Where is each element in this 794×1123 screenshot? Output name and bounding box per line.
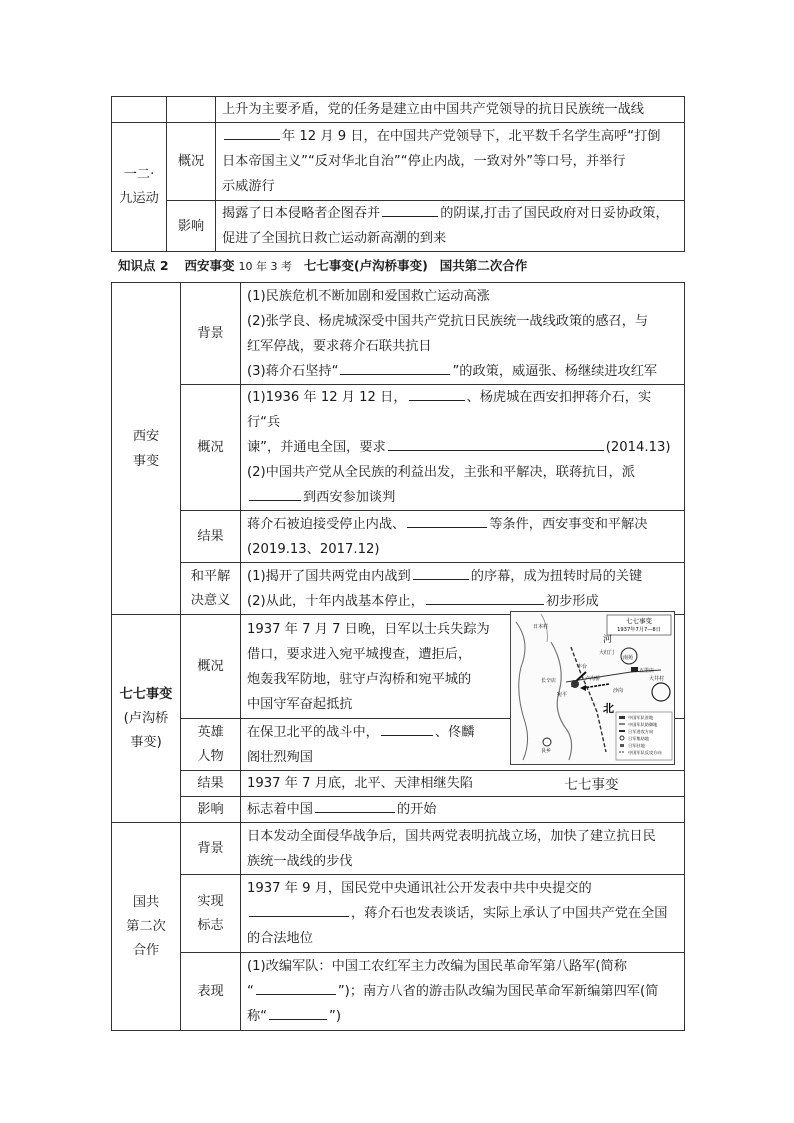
coop-sign-label: 实现 标志: [181, 875, 241, 953]
blank-year[interactable]: [224, 125, 280, 140]
map-label-japanese-village: 日本村: [533, 624, 549, 630]
blank-transition[interactable]: [413, 565, 469, 580]
map-label-bei: 北: [603, 702, 614, 715]
overview-label: 概况: [167, 123, 216, 201]
blank-annex-region[interactable]: [382, 202, 438, 217]
map-legend-5: 日军驻地: [628, 743, 645, 748]
july7-result-content: 1937 年 7 月底，北平、天津相继失陷: [241, 771, 685, 797]
xian-result-label: 结果: [181, 511, 241, 563]
map-marker-east: [652, 683, 670, 701]
xian-overview-content: (1)1936 年 12 月 12 日， 、杨虎城在西安扣押蒋介石，实行“兵 谏”，并通电全国，要求 (2014.13) (2)中国共产党从全民族的利益出发，主张和平解决，联蒋抗日，派 到西安参加谈判: [241, 385, 685, 511]
map-legend-1: 中国军队驻地: [628, 715, 654, 720]
coop-background-content: 日本发动全面侵华战争后，国共两党表明抗战立场，加快了建立抗日民 族统一战线的步伐: [241, 823, 685, 875]
map-marker-wulidian: [631, 667, 638, 672]
united-front-line: 上升为主要矛盾，党的任务是建立由中国共产党领导的抗日民族统一战线: [216, 97, 685, 123]
map-label-fengtai: 丰台: [577, 664, 588, 670]
xian-significance-content: (1)揭开了国共两党由内战到 的序幕，成为扭转时局的关键 (2)从此，十年内战基本停止， 初步形成: [241, 563, 685, 615]
cooperation-label: 国共 第二次 合作: [112, 823, 181, 1031]
xian-result-content: 蒋介石被迫接受停止内战、 等条件，西安事变和平解决 (2019.13、2017.12): [241, 511, 685, 563]
map-label-wanping: 宛平: [557, 692, 568, 698]
map-label-lugouqiao: 卢沟桥: [585, 676, 601, 682]
map-title: 七七事变: [626, 617, 652, 625]
map-legend-swatch-1: [619, 716, 625, 719]
blank-declaration[interactable]: [249, 902, 349, 917]
map-legend-4: 日军集结地: [628, 736, 649, 741]
xian-incident-label: 西安 事变: [112, 283, 181, 615]
blank-demand[interactable]: [388, 436, 604, 451]
map-label-dajingcun: 大井村: [649, 676, 665, 682]
map-river-west: [516, 622, 528, 760]
coop-background-label: 背景: [181, 823, 241, 875]
july7-heroes-label: 英雄 人物: [181, 719, 241, 771]
xian-background-content: (1)民族危机不断加剧和爱国救亡运动高涨 (2)张学良、杨虎城深受中国共产党抗日民族统一战线政策的感召，与 红军停战，要求蒋介石联共抗日 (3)蒋介石坚持“ ”的政策，威逼张、杨继续进攻红军: [241, 283, 685, 385]
july7-heroes-content: 在保卫北平的战斗中， 、佟麟 阁壮烈殉国: [241, 719, 685, 771]
map-date: 1937年7月7—8日: [617, 627, 661, 633]
july7-map-drawing: [511, 612, 674, 764]
map-caption: 七七事变: [564, 777, 619, 793]
movement-129-label: 一二· 九运动: [112, 123, 167, 252]
influence-content: 揭露了日本侵略者企图吞并 的阴谋,打击了国民政府对日妥协政策， 促进了全国抗日救亡运动新高潮的到来: [216, 201, 685, 252]
map-legend-swatch-5: [620, 744, 624, 747]
blank-policy[interactable]: [340, 360, 450, 375]
july7-result-label: 结果: [181, 771, 241, 797]
map-marker-wanping: [571, 680, 579, 688]
blank-hero[interactable]: [381, 721, 433, 736]
map-label-liangxiang-town: 良乡: [541, 748, 552, 754]
july7-influence-content: 标志着中国 的开始: [241, 797, 685, 823]
july7-map: [510, 611, 675, 765]
blank-person[interactable]: [409, 386, 465, 401]
map-label-dahongmen: 大红门: [599, 650, 615, 656]
xian-overview-label: 概况: [181, 385, 241, 511]
table-129-movement: [111, 96, 685, 252]
blank-war[interactable]: [315, 798, 395, 813]
map-label-nanyuan: 南苑: [623, 655, 634, 661]
blank-front[interactable]: [426, 590, 544, 605]
july7-influence-label: 影响: [181, 797, 241, 823]
coop-sign-content: 1937 年 9 月，国民党中央通讯社公开发表中共中央提交的 ，蒋介石也发表谈话，实际上承认了中国共产党在全国 的合法地位: [241, 875, 685, 953]
map-river-yongding: [551, 642, 572, 760]
influence-label: 影响: [167, 201, 216, 252]
july7-incident-label: 七七事变 (卢沟桥 事变): [112, 615, 181, 823]
xian-background-label: 背景: [181, 283, 241, 385]
coop-performance-content: (1)改编军队：中国工农红军主力改编为国民革命军第八路军(简称 “ ”)；南方八省的游击队改编为国民革命军新编第四军(简 称“ ”): [241, 953, 685, 1031]
blank-eighth-route[interactable]: [256, 980, 336, 995]
map-label-he: 河: [603, 635, 613, 645]
blank-envoy[interactable]: [249, 486, 301, 501]
map-attack-arrowhead-2: [580, 685, 586, 691]
map-label-shagang: 沙岗: [613, 688, 624, 694]
map-legend-2: 中国军队防御地: [628, 722, 658, 727]
map-legend-3: 日军进攻方向: [628, 729, 654, 734]
xian-significance-label: 和平解 决意义: [181, 563, 241, 615]
map-label-wulidian: 五里店: [639, 668, 655, 674]
july7-overview-content: 1937 年 7 月 7 日晚，日军以士兵失踪为 借口，要求进入宛平城搜查，遭拒后， 炮轰我军防地，驻守卢沟桥和宛平城的 中国守军奋起抵抗: [241, 615, 685, 719]
map-label-changxindian: 长辛店: [541, 678, 557, 684]
blank-new-fourth[interactable]: [269, 1005, 327, 1020]
overview-content: 年 12 月 9 日，在中国共产党领导下，北平数千名学生高呼“打倒 日本帝国主义”“反对华北自治”“停止内战，一致对外”等口号，并举行 示威游行: [216, 123, 685, 201]
map-railway: [571, 647, 606, 752]
july7-overview-label: 概况: [181, 615, 241, 719]
knowledge-point-header: 知识点 2 西安事变 10 年 3 考 七七事变(卢沟桥事变) 国共第二次合作: [118, 258, 528, 273]
map-legend-6: 中国军队反攻方向: [628, 750, 662, 755]
blank-condition[interactable]: [407, 513, 487, 528]
coop-performance-label: 表现: [181, 953, 241, 1031]
map-marker-liangxiang: [543, 738, 551, 746]
